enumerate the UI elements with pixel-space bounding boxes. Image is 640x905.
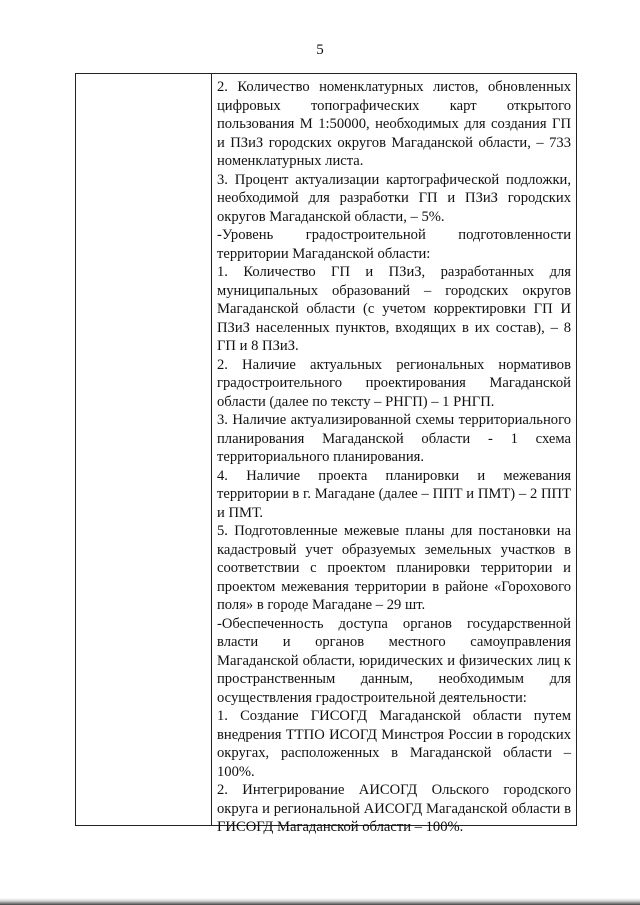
content-table bbox=[75, 73, 577, 835]
scan-bottom-edge bbox=[0, 898, 640, 905]
paragraph-base-map-update: 3. Процент актуализации картографической подложки, необходимой для разработки ГП и ПЗиЗ городских округов Магаданской области, – 5%. bbox=[217, 171, 571, 225]
paragraph-boundary-plans: 5. Подготовленные межевые планы для постановки на кадастровый учет образуемых земельных участков в соответствии с проектом планировки территории и проектом межевания территории в районе «Горохового поля» в городе Магадане – 29 шт. bbox=[217, 523, 571, 613]
left-table-cell bbox=[76, 74, 212, 825]
paragraph-regional-norms: 2. Наличие актуальных региональных нормативов градостроительного проектирования Магаданской области (далее по тексту – РНГП) – 1 РНГП. bbox=[217, 356, 571, 410]
paragraph-territorial-planning-scheme: 3. Наличие актуализированной схемы территориального планирования Магаданской области - 1 схема территориального планирования. bbox=[217, 412, 571, 465]
paragraph-urban-readiness-heading: -Уровень градостроительной подготовленности территории Магаданской области: bbox=[217, 227, 571, 262]
paragraph-nomenclature-sheets: 2. Количество номенклатурных листов, обновленных цифровых топографических карт открытого пользования М 1:50000, необходимых для создания ГП и ПЗиЗ городских округов Магаданской области, – 733 номенклатурных листа. bbox=[217, 79, 571, 169]
right-table-cell bbox=[212, 74, 576, 835]
paragraph-data-access-heading: -Обеспеченность доступа органов государственной власти и органов местного самоуправления Магаданской области, юридических и физических лиц к пространственным данным, необходимым для осуществления градостроительной деятельности: bbox=[217, 615, 571, 706]
paragraph-gisogd-creation: 1. Создание ГИСОГД Магаданской области путем внедрения ТТПО ИСОГД Минстроя России в городских округах, расположенных в Магаданской области – 100%. bbox=[217, 708, 571, 780]
page-number: 5 bbox=[316, 42, 324, 58]
paragraph-gp-pziz-count: 1. Количество ГП и ПЗиЗ, разработанных для муниципальных образований – городских округов Магаданской области (с учетом корректировки ГП И ПЗиЗ населенных пунктов, входящих в их состав), – 8 ГП и 8 ПЗиЗ. bbox=[217, 264, 571, 354]
paragraph-aisogd-integration: 2. Интегрирование АИСОГД Ольского городского округа и региональной АИСОГД Магаданской области в ГИСОГД Магаданской области – 100%. bbox=[217, 782, 571, 835]
paragraph-ppt-pmt: 4. Наличие проекта планировки и межевания территории в г. Магадане (далее – ППТ и ПМТ) – 2 ППТ и ПМТ. bbox=[217, 467, 571, 521]
